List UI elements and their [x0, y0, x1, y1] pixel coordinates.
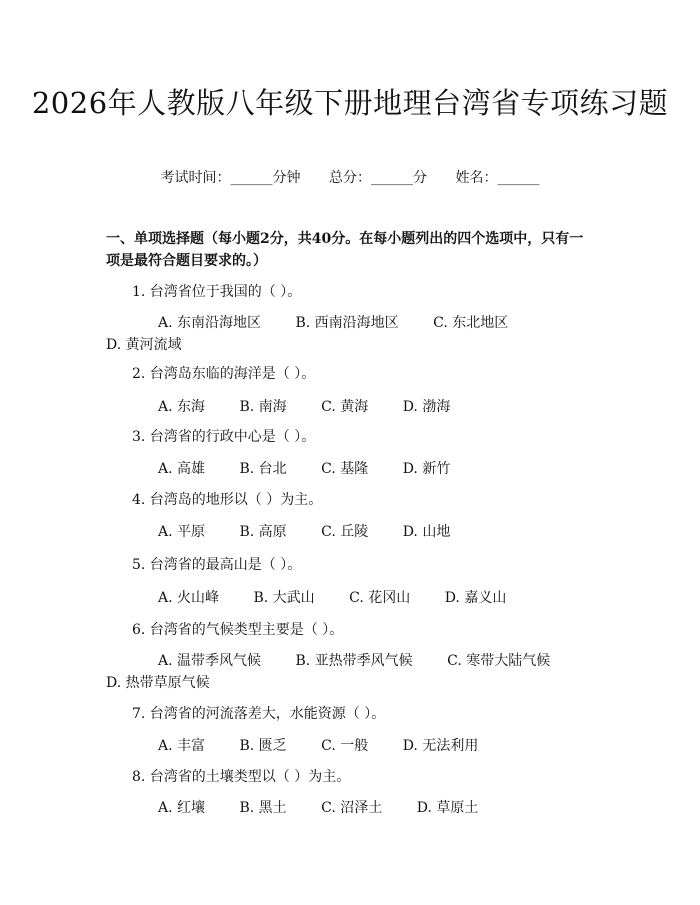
question-3: 3. 台湾省的行政中心是（ ）。	[132, 429, 316, 445]
option-8d: D. 草原土	[416, 800, 479, 816]
option-4b: B. 高原	[239, 524, 287, 540]
option-7a: A. 丰富	[158, 738, 206, 754]
option-7b: B. 匮乏	[239, 738, 287, 754]
option-6c: C. 寒带大陆气候	[447, 653, 551, 669]
option-5c: C. 花冈山	[349, 590, 411, 606]
options-2	[106, 396, 596, 418]
option-8c: C. 沼泽土	[321, 800, 383, 816]
option-3a: A. 高雄	[158, 461, 206, 477]
options-4	[106, 521, 596, 543]
option-5d: D. 嘉义山	[444, 590, 507, 606]
exam-meta	[0, 168, 700, 188]
question-7: 7. 台湾省的河流落差大，水能资源（ ）。	[132, 706, 386, 722]
option-4a: A. 平原	[158, 524, 206, 540]
student-name: 姓名：______	[455, 170, 540, 186]
option-1d: D. 黄河流域	[106, 337, 182, 353]
option-6a: A. 温带季风气候	[158, 653, 262, 669]
option-7c: C. 一般	[321, 738, 369, 754]
option-2d: D. 渤海	[402, 399, 451, 415]
options-3	[106, 458, 596, 480]
question-1: 1. 台湾省位于我国的（ ）。	[132, 284, 302, 300]
question-6: 6. 台湾省的气候类型主要是（ ）。	[132, 622, 344, 638]
option-1b: B. 西南沿海地区	[295, 315, 399, 331]
title-line: 2026年人教版八年级下册地理台湾省专项练习题	[31, 86, 669, 120]
option-5a: A. 火山峰	[158, 590, 220, 606]
question-4: 4. 台湾岛的地形以（ ）为主。	[132, 492, 323, 508]
option-4c: C. 丘陵	[321, 524, 369, 540]
option-1a: A. 东南沿海地区	[158, 315, 262, 331]
options-1	[106, 312, 596, 356]
option-2c: C. 黄海	[321, 399, 369, 415]
option-3b: B. 台北	[239, 461, 287, 477]
option-5b: B. 大武山	[253, 590, 315, 606]
option-2a: A. 东海	[158, 399, 206, 415]
option-3d: D. 新竹	[402, 461, 451, 477]
question-5: 5. 台湾省的最高山是（ ）。	[132, 557, 302, 573]
question-2: 2. 台湾岛东临的海洋是（ ）。	[132, 366, 316, 382]
option-6d: D. 热带草原气候	[106, 675, 210, 691]
option-7d: D. 无法利用	[402, 738, 479, 754]
option-8a: A. 红壤	[158, 800, 206, 816]
option-1c: C. 东北地区	[433, 315, 509, 331]
option-6b: B. 亚热带季风气候	[295, 653, 413, 669]
options-6	[106, 650, 596, 694]
options-5	[106, 587, 596, 609]
options-8	[106, 797, 596, 819]
exam-time: 考试时间：______分钟	[160, 170, 301, 186]
options-7	[106, 735, 596, 757]
option-2b: B. 南海	[239, 399, 287, 415]
option-4d: D. 山地	[402, 524, 451, 540]
option-3c: C. 基隆	[321, 461, 369, 477]
section-heading: 一、单项选择题（每小题2分，共40分。在每小题列出的四个选项中，只有一项是最符合题目要求的。）	[106, 231, 584, 269]
total-score: 总分：______分	[329, 170, 427, 186]
question-8: 8. 台湾省的土壤类型以（ ）为主。	[132, 769, 351, 785]
option-8b: B. 黑土	[239, 800, 287, 816]
page-title	[0, 82, 700, 124]
